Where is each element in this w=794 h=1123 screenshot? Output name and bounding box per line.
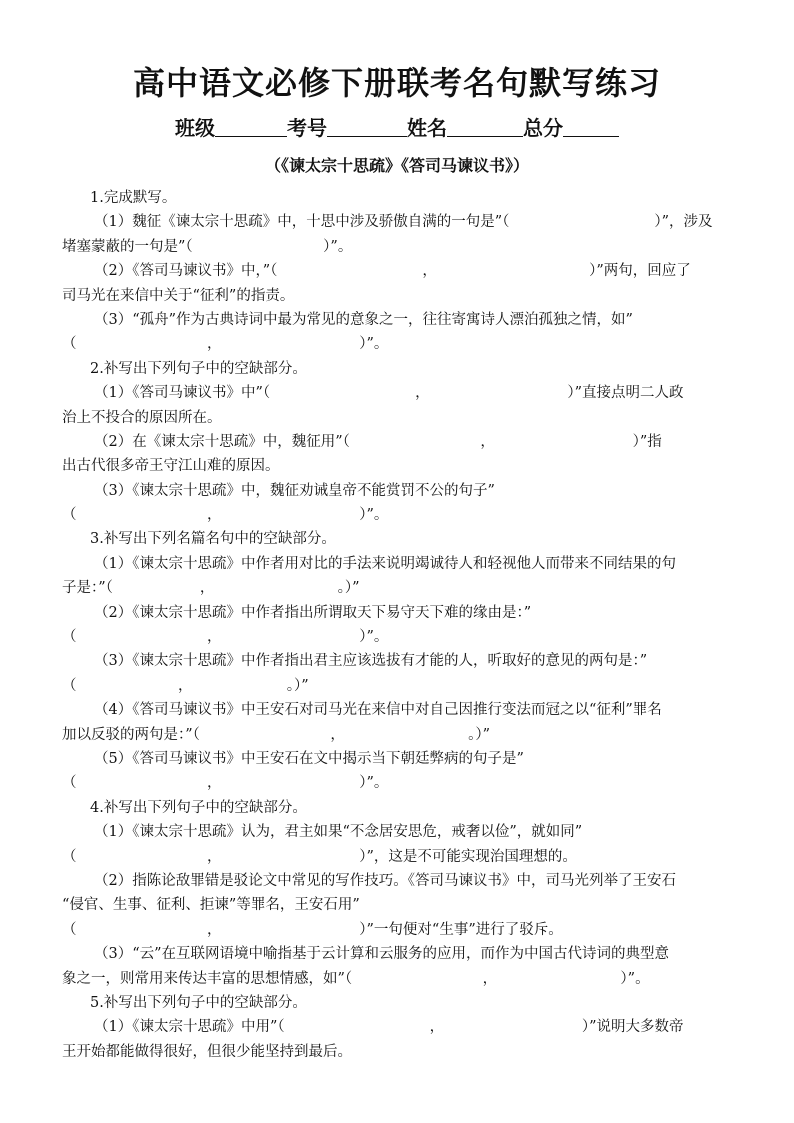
text-line: （ ， ）”。 xyxy=(62,336,389,353)
text-line: （1）《谏太宗十思疏》认为，君主如果“不念居安思危，戒奢以俭”，就如同” xyxy=(94,824,583,841)
name-label: 姓名 xyxy=(407,116,447,140)
score-label: 总分 xyxy=(523,116,563,140)
name-blank[interactable] xyxy=(447,118,523,137)
text-line: 堵塞蒙蔽的一句是”（ ）”。 xyxy=(62,238,353,255)
text-line: 5.补写出下列句子中的空缺部分。 xyxy=(90,994,307,1011)
text-line: （1）《谏太宗十思疏》中用”（ ， ）”说明大多数帝 xyxy=(94,1019,684,1036)
text-line: 4.补写出下列句子中的空缺部分。 xyxy=(90,799,307,816)
text-line: 出古代很多帝王守江山难的原因。 xyxy=(62,458,280,475)
page-subtitle: （《谏太宗十思疏》《答司马谏议书》） xyxy=(264,156,529,175)
class-blank[interactable] xyxy=(215,118,287,137)
class-label: 班级 xyxy=(175,116,215,140)
text-line: （1）魏征《谏太宗十思疏》中，十思中涉及骄傲自满的一句是”（ ）”，涉及 xyxy=(94,214,713,231)
text-line: （4）《答司马谏议书》中王安石对司马光在来信中对自己因推行变法而冠之以“征利”罪名 xyxy=(94,702,662,719)
text-line: （ ， ）”一句便对“生事”进行了驳斥。 xyxy=(62,921,563,938)
text-line: 象之一，则常用来传达丰富的思想情感，如”（ ， ）”。 xyxy=(62,970,650,987)
text-line: 司马光在来信中关于“征利”的指责。 xyxy=(62,287,295,304)
text-line: （3）《谏太宗十思疏》中，魏征劝诫皇帝不能赏罚不公的句子” xyxy=(94,482,495,499)
text-line: （1）《谏太宗十思疏》中作者用对比的手法来说明竭诚待人和轻视他人而带来不同结果的句 xyxy=(94,555,676,572)
text-line: （2）《答司马谏议书》中，”（ ， ）”两句，回应了 xyxy=(94,263,691,280)
text-line: （ ， ）”。 xyxy=(62,629,389,646)
text-line: （ ， ）”，这是不可能实现治国理想的。 xyxy=(62,848,577,865)
text-line: （3）“孤舟”作为古典诗词中最为常见的意象之一，往往寄寓诗人漂泊孤独之情，如” xyxy=(94,311,633,328)
text-line: 加以反驳的两句是：”（ ， 。）” xyxy=(62,726,491,743)
text-line: （2）指陈论敌罪错是驳论文中常见的写作技巧。《答司马谏议书》中，司马光列举了王安石 xyxy=(94,872,676,889)
text-line: （3）“云”在互联网语境中喻指基于云计算和云服务的应用，而作为中国古代诗词的典型意 xyxy=(94,946,670,963)
text-line: （2）在《谏太宗十思疏》中，魏征用”（ ， ）”指 xyxy=(94,433,662,450)
text-line: （ ， ）”。 xyxy=(62,507,389,524)
text-line: 治上不投合的原因所在。 xyxy=(62,409,222,426)
exam-no-label: 考号 xyxy=(287,116,327,140)
text-line: 2.补写出下列句子中的空缺部分。 xyxy=(90,360,307,377)
exercise-body xyxy=(62,186,734,1064)
text-line: “侵官、生事、征利、拒谏”等罪名，王安石用” xyxy=(62,897,360,914)
text-line: （3）《谏太宗十思疏》中作者指出君主应该选拔有才能的人，听取好的意见的两句是：” xyxy=(94,653,648,670)
text-line: （ ， ）”。 xyxy=(62,775,389,792)
text-line: （2）《谏太宗十思疏》中作者指出所谓取天下易守天下难的缘由是：” xyxy=(94,604,532,621)
text-line: （5）《答司马谏议书》中王安石在文中揭示当下朝廷弊病的句子是” xyxy=(94,750,524,767)
text-line: 子是：”（ ， 。）” xyxy=(62,580,360,597)
score-blank[interactable] xyxy=(563,118,619,137)
text-line: 3.补写出下列名篇名句中的空缺部分。 xyxy=(90,531,336,548)
text-line: 王开始都能做得很好，但很少能坚持到最后。 xyxy=(62,1043,352,1060)
text-line: 1.完成默写。 xyxy=(90,190,177,206)
text-line: （ ， 。）” xyxy=(62,677,309,694)
page-title: 高中语文必修下册联考名句默写练习 xyxy=(132,64,661,102)
student-info-line xyxy=(0,112,794,141)
text-line: （1）《答司马谏议书》中”（ ， ）”直接点明二人政 xyxy=(94,385,684,402)
exam-no-blank[interactable] xyxy=(327,118,407,137)
